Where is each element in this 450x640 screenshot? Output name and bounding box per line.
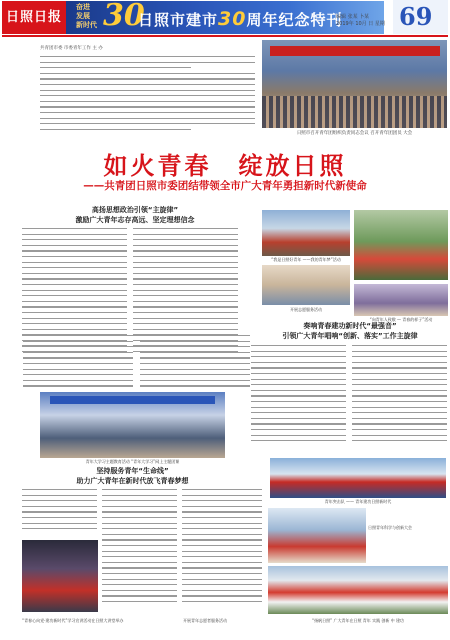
text-line xyxy=(133,295,238,296)
photo-youth-dream-event xyxy=(262,210,350,256)
text-line xyxy=(140,335,250,336)
text-line xyxy=(133,267,238,268)
text-line xyxy=(133,306,238,307)
text-line xyxy=(102,500,177,501)
text-line xyxy=(352,384,447,385)
banner-slogan xyxy=(76,3,97,30)
caption-photo-right3: “向青年人致敬 — 青春的样子”活动 xyxy=(369,317,433,322)
text-line xyxy=(40,90,255,91)
text-line xyxy=(102,584,177,585)
text-line xyxy=(22,234,127,235)
text-line xyxy=(182,579,262,580)
text-line xyxy=(133,323,238,324)
intro-text-block xyxy=(40,56,255,141)
text-line xyxy=(182,595,262,596)
banner-slogan-line3: 新时代 xyxy=(76,21,97,29)
text-line xyxy=(133,234,238,235)
text-line xyxy=(251,440,346,441)
text-line xyxy=(133,318,238,319)
caption-top-photo: 日照市召开青年团组织负责同志会议 召开青年团团员 大会 xyxy=(296,131,413,136)
text-line xyxy=(182,500,262,501)
section3-col2 xyxy=(102,489,177,619)
text-line xyxy=(352,435,447,436)
text-line xyxy=(102,601,177,602)
text-line xyxy=(182,562,262,563)
text-line xyxy=(40,118,255,119)
text-line xyxy=(102,523,177,524)
text-line xyxy=(102,590,177,591)
text-line xyxy=(23,335,133,336)
text-line xyxy=(352,351,447,352)
text-line xyxy=(22,290,127,291)
photo-flag-group xyxy=(354,210,448,280)
text-line xyxy=(22,267,127,268)
text-line xyxy=(182,506,262,507)
text-line xyxy=(102,517,177,518)
caption-photo-bottom-left: “青春心向党·建功新时代”学习宣讲活动在日照大讲堂举办 xyxy=(22,618,124,623)
text-line xyxy=(133,284,238,285)
text-line xyxy=(133,228,238,229)
section1-title: 高扬思想政治引领“主旋律” xyxy=(91,206,179,214)
text-line xyxy=(182,517,262,518)
text-line xyxy=(22,511,97,512)
text-line xyxy=(102,511,177,512)
main-headline: 如火青春 绽放日照 xyxy=(103,152,347,180)
text-line xyxy=(352,395,447,396)
issue-info xyxy=(336,14,385,28)
text-line xyxy=(40,123,255,124)
caption-photo-right1: “我是日照好青年 ——我的青年梦”活动 xyxy=(271,257,341,262)
photo-salute-youth xyxy=(354,284,448,316)
text-line xyxy=(352,367,447,368)
text-line xyxy=(182,601,262,602)
text-line xyxy=(133,250,238,251)
section2-col-right2 xyxy=(352,345,447,455)
photo-lecture-stage xyxy=(22,540,98,612)
text-line xyxy=(133,273,238,274)
text-line xyxy=(140,374,250,375)
text-line xyxy=(251,351,346,352)
text-line xyxy=(140,357,250,358)
section2-title: 奏响青春建功新时代“最强音” xyxy=(303,322,397,330)
text-line xyxy=(23,363,133,364)
section2-col-left xyxy=(23,335,133,395)
text-line xyxy=(182,556,262,557)
text-line xyxy=(23,346,133,347)
text-line xyxy=(22,284,127,285)
text-line xyxy=(102,539,177,540)
text-line xyxy=(182,551,262,552)
text-line xyxy=(352,418,447,419)
text-line xyxy=(22,506,97,507)
newspaper-logo: 日照日报 xyxy=(2,1,66,34)
text-line xyxy=(182,528,262,529)
caption-photo-right-mid: 青年突击队 —— 青年建功日照新时代 xyxy=(324,499,392,504)
caption-photo-bottom-right: “扬帆日照” 广大青年在日照 青年 实践 创新 中 建功 xyxy=(312,618,404,623)
caption-photo-right2: 开展志愿服务活动 xyxy=(290,307,322,312)
text-line xyxy=(251,395,346,396)
text-line xyxy=(133,301,238,302)
text-line xyxy=(22,278,127,279)
conference-banner xyxy=(270,46,440,56)
text-line xyxy=(140,346,250,347)
text-line xyxy=(40,56,255,57)
text-line xyxy=(40,62,255,63)
photo-youth-commando xyxy=(270,458,446,498)
text-line xyxy=(133,256,238,257)
photo-youth-group-field xyxy=(268,566,448,614)
text-line xyxy=(251,429,346,430)
text-line xyxy=(251,367,346,368)
section3-col3 xyxy=(182,489,262,619)
text-line xyxy=(352,440,447,441)
text-line xyxy=(251,384,346,385)
text-line xyxy=(182,534,262,535)
main-subheadline: ——共青团日照市委团结带领全市广大青年勇担新时代新使命 xyxy=(83,180,367,192)
text-line xyxy=(22,256,127,257)
section2-col-left2 xyxy=(140,335,250,395)
text-line xyxy=(352,423,447,424)
intro-credit: 共青团市委 市委青年工作 主 办 xyxy=(40,46,103,51)
text-line xyxy=(23,341,133,342)
banner-slogan-line1: 奋进 xyxy=(76,3,90,11)
issue-editors: 编辑 张某 卜某 xyxy=(336,14,370,20)
text-line xyxy=(23,369,133,370)
text-line xyxy=(102,579,177,580)
text-line xyxy=(22,528,97,529)
text-line xyxy=(102,506,177,507)
text-line xyxy=(182,584,262,585)
text-line xyxy=(133,329,238,330)
text-line xyxy=(102,573,177,574)
text-line xyxy=(40,106,255,107)
text-line xyxy=(22,306,127,307)
text-line xyxy=(352,356,447,357)
section3-subtitle: 助力广大青年在新时代放飞青春梦想 xyxy=(76,477,189,485)
text-line xyxy=(251,412,346,413)
text-line xyxy=(102,551,177,552)
text-line xyxy=(251,356,346,357)
text-line xyxy=(22,523,97,524)
banner-title-30: 30 xyxy=(218,8,247,30)
text-line xyxy=(102,534,177,535)
section3-col1 xyxy=(22,489,97,539)
section3-title: 坚持服务青年“生命线” xyxy=(96,467,169,475)
text-line xyxy=(22,250,127,251)
text-line xyxy=(22,273,127,274)
text-line xyxy=(22,517,97,518)
text-line xyxy=(102,562,177,563)
photo-volunteer-service xyxy=(262,265,350,305)
text-line xyxy=(352,401,447,402)
text-line xyxy=(182,539,262,540)
text-line xyxy=(22,245,127,246)
text-line xyxy=(251,379,346,380)
text-line xyxy=(133,278,238,279)
text-line xyxy=(352,379,447,380)
header-rule xyxy=(2,35,448,37)
text-line xyxy=(352,412,447,413)
text-line xyxy=(133,245,238,246)
issue-date: 2019年 10月 日 星期 xyxy=(336,21,385,27)
text-line xyxy=(251,345,346,346)
text-line xyxy=(40,101,255,102)
photo-youth-study-lecture xyxy=(40,392,225,458)
caption-photo-left-mid: 青年大学习主题教育活动 “青年大学习”网上主题团课 xyxy=(85,459,180,464)
text-line xyxy=(40,95,255,96)
text-line xyxy=(182,573,262,574)
text-line xyxy=(352,390,447,391)
text-line xyxy=(352,407,447,408)
text-line xyxy=(352,362,447,363)
text-line xyxy=(40,112,255,113)
text-line xyxy=(140,385,250,386)
text-line xyxy=(352,345,447,346)
photo-innovation-conference xyxy=(268,508,366,563)
banner-title xyxy=(138,8,342,30)
banner-slogan-line2: 发展 xyxy=(76,12,90,20)
text-line xyxy=(22,301,127,302)
text-line xyxy=(133,312,238,313)
text-line xyxy=(251,423,346,424)
text-line xyxy=(40,67,191,68)
text-line xyxy=(23,357,133,358)
text-line xyxy=(22,239,127,240)
text-line xyxy=(251,418,346,419)
text-line xyxy=(40,84,255,85)
text-line xyxy=(102,489,177,490)
text-line xyxy=(140,363,250,364)
text-line xyxy=(102,545,177,546)
section2-col-right1 xyxy=(251,345,346,455)
text-line xyxy=(22,312,127,313)
text-line xyxy=(251,401,346,402)
text-line xyxy=(352,373,447,374)
page-number: 69 xyxy=(399,2,433,31)
text-line xyxy=(102,567,177,568)
text-line xyxy=(182,495,262,496)
text-line xyxy=(22,262,127,263)
text-line xyxy=(182,511,262,512)
text-line xyxy=(251,362,346,363)
text-line xyxy=(133,262,238,263)
text-line xyxy=(251,435,346,436)
text-line xyxy=(40,73,255,74)
text-line xyxy=(102,556,177,557)
section1-subtitle: 激励广大青年志存高远、坚定理想信念 xyxy=(75,216,195,224)
text-line xyxy=(133,290,238,291)
banner-title-pre: 日照市建市 xyxy=(138,11,219,29)
text-line xyxy=(140,352,250,353)
text-line xyxy=(182,590,262,591)
section2-subtitle: 引领广大青年唱响“创新、落实”工作主旋律 xyxy=(282,332,418,340)
lecture-backdrop xyxy=(50,396,215,404)
caption-photo-bottom-mid: 开展青年志愿者服务活动 xyxy=(183,618,227,623)
text-line xyxy=(23,385,133,386)
audience-rows xyxy=(262,96,447,128)
text-line xyxy=(22,329,127,330)
text-line xyxy=(251,390,346,391)
text-line xyxy=(22,323,127,324)
text-line xyxy=(23,352,133,353)
text-line xyxy=(22,489,97,490)
text-line xyxy=(140,380,250,381)
banner-30-numeral: 30 xyxy=(103,0,145,33)
text-line xyxy=(22,495,97,496)
text-line xyxy=(182,567,262,568)
text-line xyxy=(140,341,250,342)
text-line xyxy=(22,295,127,296)
text-line xyxy=(102,528,177,529)
text-line xyxy=(40,78,255,79)
text-line xyxy=(352,429,447,430)
text-line xyxy=(23,374,133,375)
text-line xyxy=(23,380,133,381)
text-line xyxy=(182,489,262,490)
text-line xyxy=(22,228,127,229)
banner-title-post: 周年纪念特刊 xyxy=(246,11,343,29)
text-line xyxy=(251,407,346,408)
text-line xyxy=(102,495,177,496)
text-line xyxy=(140,369,250,370)
text-line xyxy=(133,239,238,240)
text-line xyxy=(40,129,191,130)
caption-photo-right-low: 日照青年科学与创新大会 xyxy=(368,525,412,530)
text-line xyxy=(102,595,177,596)
text-line xyxy=(22,318,127,319)
text-line xyxy=(182,523,262,524)
text-line xyxy=(251,373,346,374)
text-line xyxy=(182,545,262,546)
text-line xyxy=(22,500,97,501)
photo-youth-conference xyxy=(262,40,447,128)
